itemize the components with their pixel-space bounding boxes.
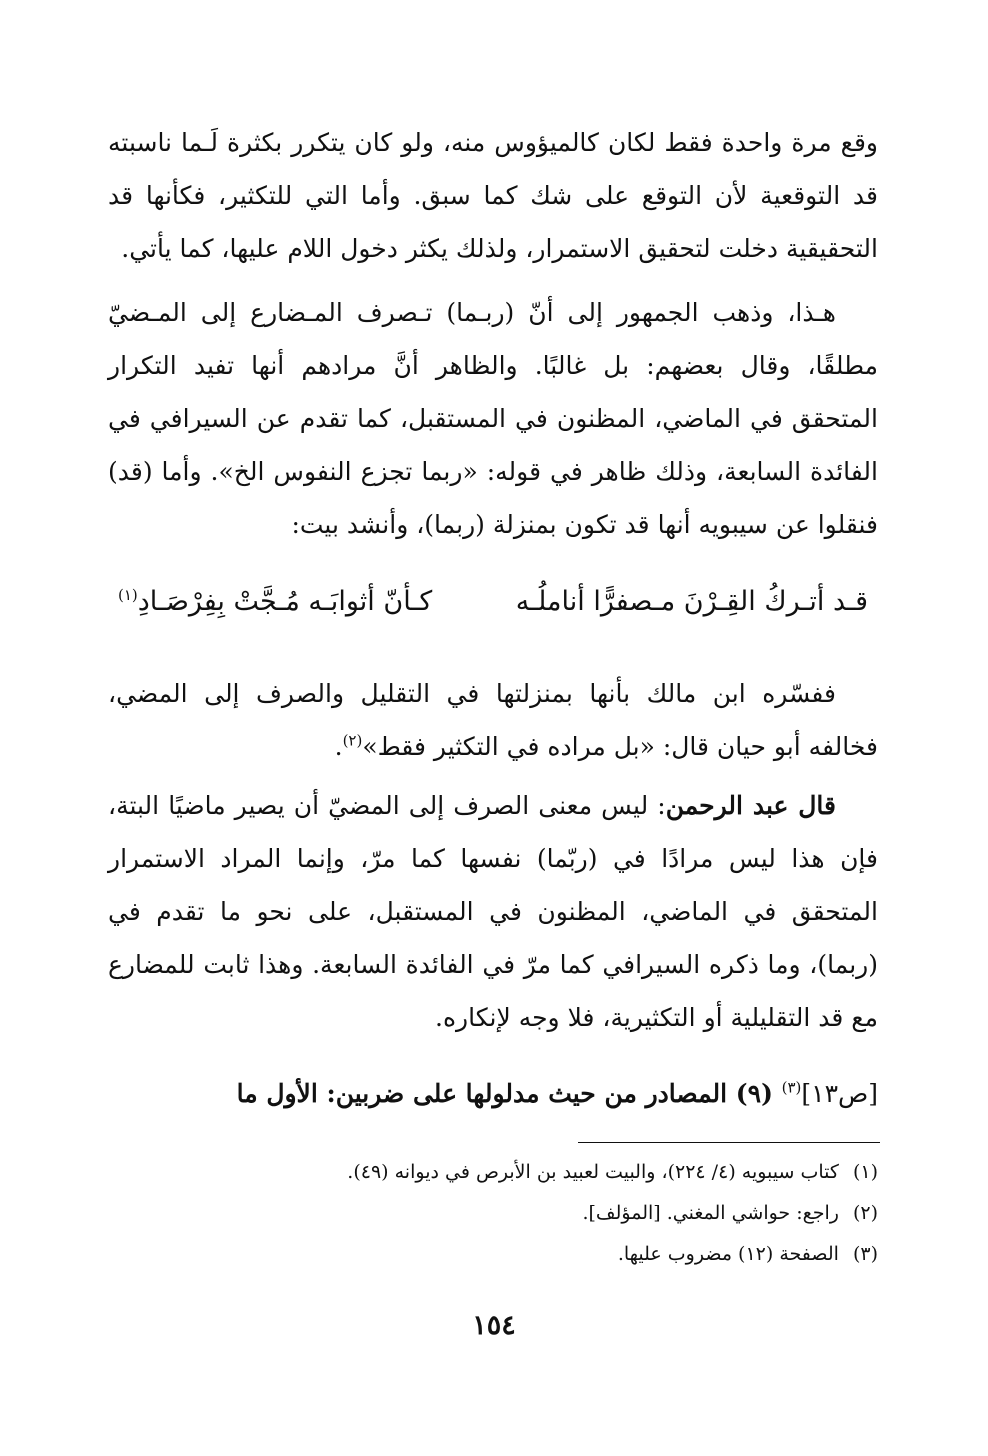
author-lead-label: قال عبد الرحمن: [665, 791, 836, 820]
paragraph-4-text: : ليس معنى الصرف إلى المضيّ أن يصير ماضيًا البتة، فإن هذا ليس مرادًا في (ربّما) نفسها كما مرّ، وإنما المراد الاستمرار المتحقق في الماضي، المظنون في المستقبل، على نحو ما تقدم في (ربما)، وما ذكره السيرافي كما مرّ في الفائدة السابعة. وهذا ثابت للمضارع مع قد التقليلية أو التكثيرية، فلا وجه لإنكاره.: [108, 791, 878, 1032]
footnote-ref-3: (٣): [781, 1078, 802, 1097]
footnote-ref-2: (٢): [342, 731, 363, 750]
paragraph-3-end: .: [334, 732, 343, 761]
paragraph-4: [108, 779, 878, 1044]
footnote-text: كتاب سيبويه (٤/ ٢٢٤)، والبيت لعبيد بن الأبرص في ديوانه (٤٩).: [347, 1161, 839, 1183]
paragraph-3-text: ففسّره ابن مالك بأنها بمنزلتها في التقليل والصرف إلى المضي، فخالفه أبو حيان قال: «بل مراده في التكثير فقط»: [108, 679, 878, 761]
paragraph-2: [108, 286, 878, 551]
page-marker: [ص١٣]: [801, 1079, 878, 1108]
paragraph-3: [108, 667, 878, 773]
paragraph-2-text: هـذا، وذهب الجمهور إلى أنّ (ربـما) تـصرف المـضارع إلى المـضيّ مطلقًا، وقال بعضهم: بل غالبًا. والظاهر أنَّ مرادهم أنها تفيد التكرار المتحقق في الماضي، المظنون في المستقبل، كما تقدم عن السيرافي في الفائدة السابعة، وذلك ظاهر في قوله: «ربما تجزع النفوس الخ». وأما (قد) فنقلوا عن سيبويه أنها قد تكون بمنزلة (ربما)، وأنشد بيت:: [108, 298, 878, 539]
footnote-1: [108, 1152, 878, 1193]
footnote-text: الصفحة (١٢) مضروب عليها.: [617, 1243, 839, 1265]
verse-second-hemistich-text: كـأنّ أثوابَـه مُـجَّتْ بِفِرْصَـادِ: [137, 586, 433, 617]
page-number: ١٥٤: [472, 1310, 516, 1341]
paragraph-1: [108, 116, 878, 275]
footnote-separator: [578, 1142, 880, 1143]
footnote-text: راجع: حواشي المغني. [المؤلف].: [582, 1202, 839, 1224]
footnote-number: (٢): [852, 1202, 878, 1224]
verse-first-hemistich: قـد أتـركُ القِـرْنَ مـصفرًّا أناملُـه: [515, 586, 868, 617]
paragraph-5-text: (٩) المصادر من حيث مدلولها على ضربين: الأول ما: [236, 1079, 782, 1108]
verse-second-hemistich: [118, 572, 432, 632]
footnotes: [108, 1152, 878, 1275]
footnote-number: (٣): [852, 1243, 878, 1265]
paragraph-1-text: وقع مرة واحدة فقط لكان كالميؤوس منه، ولو كان يتكرر بكثرة لَـما ناسبته قد التوقعية لأن التوقع على شك كما سبق. وأما التي للتكثير، فكأنها قد التحقيقية دخلت لتحقيق الاستمرار، ولذلك يكثر دخول اللام عليها، كما يأتي.: [108, 128, 878, 263]
footnote-ref-1: (١): [118, 586, 138, 604]
footnote-3: [108, 1234, 878, 1275]
paragraph-5: [108, 1067, 878, 1120]
poetry-verse: [108, 572, 878, 632]
footnote-2: [108, 1193, 878, 1234]
footnote-number: (١): [852, 1161, 878, 1183]
